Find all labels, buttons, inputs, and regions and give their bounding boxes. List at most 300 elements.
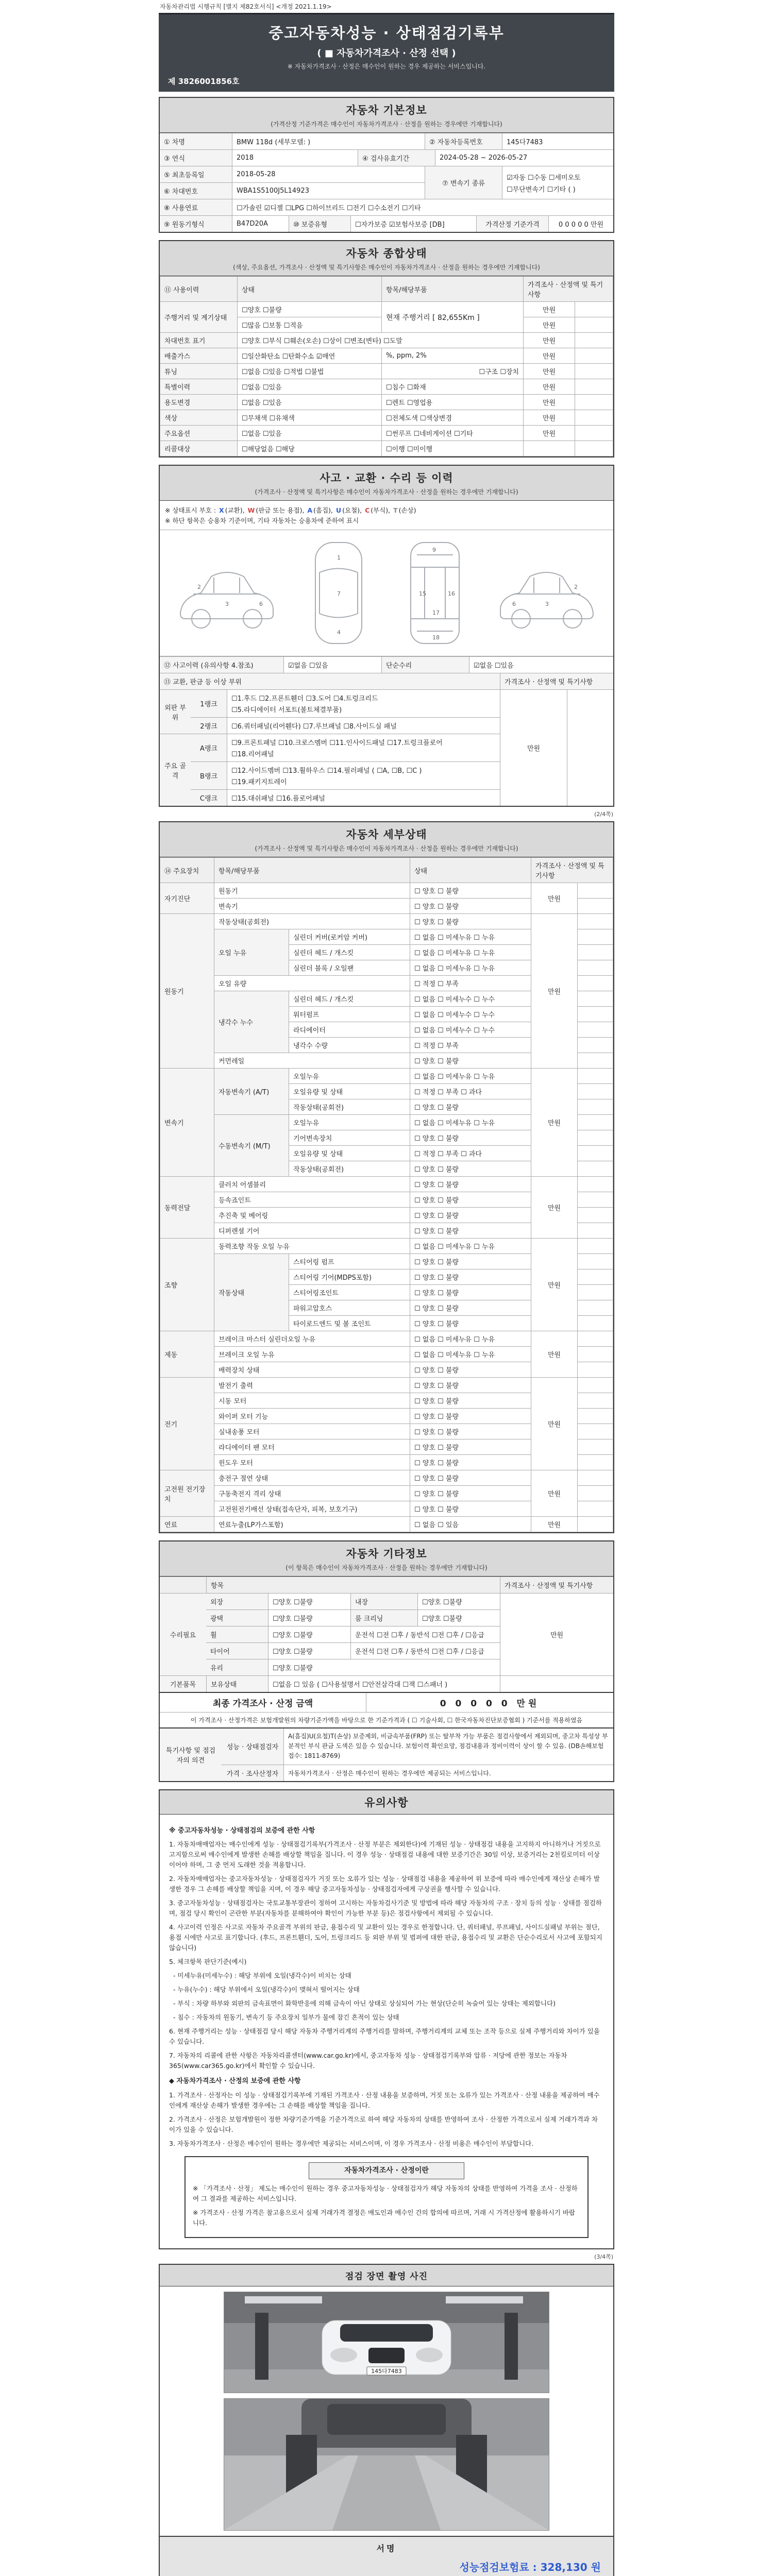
remark-cell	[578, 1269, 613, 1285]
item-steering-joint: 스티어링조인트	[289, 1285, 410, 1300]
checkbox-group[interactable]: ☐ 없음 ☐ 미세누유 ☐ 누유	[410, 1239, 531, 1254]
remark-cell	[578, 1362, 613, 1378]
accident-history-label: ⑫ 사고이력 (유의사항 4.참조)	[160, 657, 283, 673]
rank1-checkboxes-line1[interactable]: ☐1.후드 ☐2.프론트휀더 ☐3.도어 ☐4.트렁크리드	[231, 695, 378, 703]
repaint-checkboxes[interactable]: ☐전체도색 ☐색상변경	[382, 410, 524, 426]
vin-value: WBA1S5100J5L14923	[232, 183, 425, 199]
price-cell: 만원	[531, 1177, 578, 1239]
performance-inspector-comment: A(흠집)U(요철)T(손상) 보증제외, 비금속부품(FRP) 또는 탈부착 가능 부품은 점검사항에서 제외되며, 중고차 특성상 부분적인 부식 판금 도색은 있을 수 있습니다. 보험이력 확인요망, 점검내용과 정비이력이 상이 할 수 있음. (DB손해보험 접수: 1811-8769)	[283, 1728, 613, 1765]
document-title: 중고자동차성능 · 상태점검기록부	[268, 24, 505, 42]
page-marker-2: (2/4쪽)	[594, 811, 613, 818]
notice-paragraph: - 미세누유(미세누수) : 해당 부위에 오일(냉각수)이 비치는 상태	[169, 1972, 351, 1980]
remark-cell	[578, 899, 613, 914]
device-transmission: 변속기	[160, 1069, 214, 1177]
symbol-x: X	[219, 506, 224, 514]
checkbox-group[interactable]: ☐ 양호 ☐ 불량	[410, 899, 531, 914]
checkbox-group[interactable]: ☐ 양호 ☐ 불량	[410, 1439, 531, 1455]
item-at-oil-leak: 오일누유	[289, 1069, 410, 1084]
overall-status-title: 자동차 종합상태	[346, 247, 427, 260]
remark-cell	[578, 1208, 613, 1223]
vin-label: ⑥ 차대번호	[160, 183, 232, 199]
remark-cell	[578, 1069, 613, 1084]
item-steering-pump: 스티어링 펌프	[289, 1254, 410, 1269]
color-checkboxes[interactable]: ☐무채색 ☐유채색	[238, 410, 382, 426]
notice-paragraph: 7. 자동차의 리콜에 관한 사항은 자동차리콜센터(www.car.go.kr)에서, 중고자동차 성능 · 상태점검기록부와 압류 · 저당에 관한 정보는 자동차365(www.car365.go.kr)에서 확인할 수 있습니다.	[169, 2052, 567, 2070]
item-power-steering-leak: 동력조향 작동 오일 누유	[214, 1239, 410, 1254]
remark-cell	[578, 1177, 613, 1192]
item-power-hose: 파워고압호스	[289, 1300, 410, 1316]
item-propeller-shaft: 추진축 및 베어링	[214, 1208, 410, 1223]
device-self-diagnosis: 자기진단	[160, 883, 214, 914]
checkbox-group[interactable]: ☐ 양호 ☐ 불량	[410, 883, 531, 899]
rankA-checkboxes-line1[interactable]: ☐9.프론트패널 ☐10.크로스멤버 ☐11.인사이드패널 ☐17.트렁크플로어	[231, 739, 443, 747]
possession-checkboxes[interactable]: ☐없음 ☐ 있음 ( ☐사용설명서 ☐안전삼각대 ☐잭 ☐스패너 )	[268, 1676, 500, 1692]
device-electric: 전기	[160, 1378, 214, 1470]
rankB-checkboxes-line1[interactable]: ☐12.사이드멤버 ☐13.휠하우스 ☐14.필러패널 ( ☐A, ☐B, ☐C )	[231, 767, 422, 775]
remark-cell	[578, 1347, 613, 1362]
final-price-label: 최종 가격조사 · 산정 금액	[212, 1699, 313, 1709]
item-idle-state: 작동상태(공회전)	[214, 914, 410, 929]
device-brake: 제동	[160, 1331, 214, 1378]
price-assessor-comment: 자동차가격조사 · 산정은 매수인이 원하는 경우에만 제공되는 서비스입니다.	[283, 1765, 613, 1781]
basic-info-title: 자동차 기본정보	[346, 104, 427, 116]
item-brake-oil-leak: 브레이크 오일 누유	[214, 1347, 410, 1362]
mileage-odometer-label: 주행거리 및 계기상태	[160, 302, 238, 333]
diagram-number: 6	[259, 601, 263, 607]
diagram-number: 6	[512, 601, 516, 607]
notice-paragraph: 1. 자동차매매업자는 매수인에게 성능 · 상태점검기록부(가격조사 · 산정 부분은 제외한다)에 기재된 성능 · 상태점검 내용을 고지하지 아니하거나 거짓으로 고지함으로써 매수인에게 발생한 손해를 배상할 책임을 집니다. 이 경우 성능 · 상태점검 내용에 대한 보증기간은 30일 이상, 보증거리는 2천킬로미터 이상이어야 하며, 그 중 먼저 도래한 것을 적용합니다.	[169, 1840, 603, 1869]
checkbox-group[interactable]: ☐ 없음 ☐ 미세누유 ☐ 누유	[410, 929, 531, 945]
rankA-checkboxes-line2[interactable]: ☐18.리어패널	[231, 751, 274, 758]
final-price-value: 0 0 0 0 0 만원	[366, 1693, 613, 1712]
remark-cell	[578, 1161, 613, 1177]
subgroup-mt: 수동변속기 (M/T)	[214, 1115, 289, 1177]
device-power-train: 동력전달	[160, 1177, 214, 1239]
checkbox-group[interactable]: ☐ 없음 ☐ 미세누유 ☐ 누유	[410, 1347, 531, 1362]
inspection-validity-value: 2024-05-28 ~ 2026-05-27	[435, 150, 613, 166]
exterior-checkboxes[interactable]: ☐양호 ☐불량	[268, 1594, 350, 1609]
fuel-type-label: ⑧ 사용연료	[160, 199, 232, 215]
mileage-amount-checkboxes[interactable]: ☐많음 ☐보통 ☐적음	[238, 317, 382, 333]
legend-prefix: ※ 상태표시 부호 :	[165, 506, 216, 514]
item-at-idle: 작동상태(공회전)	[289, 1099, 410, 1115]
wheel-checkboxes[interactable]: ☐양호 ☐불량	[268, 1626, 350, 1642]
transmission-type-options-1[interactable]: ☑자동 ☐수동 ☐세미오토	[507, 174, 581, 182]
remark-cell	[575, 426, 613, 441]
price-survey-definition-box	[184, 2156, 589, 2238]
notice-paragraph: - 부식 : 차량 하부와 외판의 금속표면이 화학반응에 의해 금속이 아닌 상태로 상실되어 가는 현상(단순히 녹슬어 있는 상태는 제외합니다)	[169, 1999, 556, 2008]
emission-values: %, ppm, 2%	[382, 348, 524, 364]
item-tie-rod: 타이로드엔드 및 볼 조인트	[289, 1316, 410, 1331]
price-cell: 만원	[531, 914, 578, 1069]
price-survey-option-line: ( ■ 자동차가격조사 · 산정 선택 )	[317, 48, 456, 59]
checkbox-group[interactable]: ☐ 양호 ☐ 불량	[410, 1177, 531, 1192]
model-year-label: ③ 연식	[160, 150, 232, 166]
notice-title: 유의사항	[364, 1796, 409, 1809]
warranty-type-options[interactable]: ☐자가보증 ☑보험사보증 [DB]	[350, 216, 476, 232]
remark-cell	[578, 1424, 613, 1439]
checkbox-group[interactable]: ☐ 적정 ☐ 부족 ☐ 과다	[410, 1084, 531, 1099]
inspection-photo-front	[224, 2292, 549, 2393]
notice-section2-list	[169, 2090, 604, 2149]
item-charge-port: 충전구 절연 상태	[214, 1470, 410, 1486]
remark-cell	[578, 1517, 613, 1532]
checkbox-group[interactable]: ☐ 양호 ☐ 불량	[410, 1130, 531, 1146]
item-engine: 원동기	[214, 883, 410, 899]
diagram-number: 2	[574, 584, 578, 590]
price-cell: 만원	[524, 333, 575, 348]
price-cell: 만원	[524, 426, 575, 441]
basic-info-band	[160, 98, 613, 133]
checkbox-group[interactable]: ☐ 양호 ☐ 불량	[410, 1208, 531, 1223]
remark-cell	[575, 302, 613, 317]
etc-price-cell: 만원	[500, 1594, 613, 1675]
item-brake-booster: 배력장치 상태	[214, 1362, 410, 1378]
remark-cell	[575, 395, 613, 410]
etc-col-price: 가격조사 · 산정액 및 특기사항	[500, 1577, 613, 1593]
item-cylinder-head: 실린더 헤드 / 개스킷	[289, 945, 410, 960]
checkbox-group[interactable]: ☐ 양호 ☐ 불량	[410, 1285, 531, 1300]
section-basic-info	[159, 97, 614, 233]
remark-cell	[578, 976, 613, 991]
vin-marking-checkboxes[interactable]: ☐양호 ☐부식 ☐훼손(오손) ☐상이 ☐변조(변타) ☐도말	[238, 333, 524, 348]
notice-paragraph: - 침수 : 자동차의 원동기, 변속기 등 주요장치 일부가 물에 잠긴 흔적이 있는 상태	[169, 2013, 399, 2022]
price-cell: 만원	[524, 364, 575, 379]
checkbox-group[interactable]: ☐ 없음 ☐ 미세누유 ☐ 누유	[410, 945, 531, 960]
remark-cell	[578, 1486, 613, 1501]
inspection-validity-label: ④ 검사유효기간	[358, 150, 435, 166]
checkbox-group[interactable]: ☐ 양호 ☐ 불량	[410, 1053, 531, 1069]
price-cell	[524, 441, 575, 456]
car-diagram-left-side	[173, 536, 281, 650]
remark-cell	[578, 960, 613, 976]
accident-title: 사고 · 교환 · 수리 등 이력	[320, 472, 453, 484]
transmission-type-options-2[interactable]: ☐무단변속기 ☐기타 ( )	[507, 185, 576, 194]
first-registration-value: 2018-05-28	[232, 166, 425, 182]
remark-cell	[578, 1331, 613, 1347]
emission-label: 배출가스	[160, 348, 238, 364]
legend-note: ※ 하단 항목은 승용차 기준이며, 기타 자동차는 승용차에 준하여 표시	[165, 517, 359, 524]
checkbox-group[interactable]: ☐ 적정 ☐ 부족	[410, 1038, 531, 1053]
exchange-repair-header: ⑬ 교환, 판금 등 이상 부위	[160, 673, 500, 689]
checkbox-group[interactable]: ☐ 양호 ☐ 불량	[410, 1393, 531, 1409]
simple-repair-checkboxes[interactable]: ☑없음 ☐있음	[469, 657, 613, 673]
symbol-t-label: (손상)	[398, 506, 416, 514]
rankB-checkboxes-line2[interactable]: ☐19.패키지트레이	[231, 778, 287, 786]
checkbox-group[interactable]: ☐ 없음 ☐ 있음	[410, 1517, 531, 1532]
price-cell: 만원	[531, 1378, 578, 1470]
item-differential: 디퍼렌셜 기어	[214, 1223, 410, 1239]
checkbox-group[interactable]: ☐ 없음 ☐ 미세누유 ☐ 누유	[410, 1069, 531, 1084]
recall-label: 리콜대상	[160, 441, 238, 456]
notice-paragraph: ※ 가격조사 · 산정 가격은 참고용으로서 실제 거래가격 결정은 매도인과 매수인 간의 합의에 따르며, 거래 시 가격산정에 활용하시기 바랍니다.	[193, 2208, 575, 2227]
item-cylinder-block: 실린더 블록 / 오일팬	[289, 960, 410, 976]
price-cell: 만원	[531, 1239, 578, 1331]
base-price-value: 0 0 0 0 0 만원	[548, 216, 613, 232]
diagram-number: 2	[197, 584, 201, 590]
checkbox-group[interactable]: ☐ 양호 ☐ 불량	[410, 1362, 531, 1378]
checkbox-group[interactable]: ☐ 없음 ☐ 미세누유 ☐ 누유	[410, 1115, 531, 1130]
odometer-state-checkboxes[interactable]: ☐양호 ☐불량	[238, 302, 382, 317]
checkbox-group[interactable]: ☐ 양호 ☐ 불량	[410, 914, 531, 929]
checkbox-group[interactable]: ☐ 양호 ☐ 불량	[410, 1486, 531, 1501]
price-cell: 만원	[531, 1069, 578, 1177]
signature-label: 서명	[376, 2543, 397, 2553]
checkbox-group[interactable]: ☐ 없음 ☐ 미세누수 ☐ 누수	[410, 1022, 531, 1038]
checkbox-group[interactable]: ☐ 양호 ☐ 불량	[410, 1455, 531, 1470]
item-common-rail: 커먼레일	[214, 1053, 410, 1069]
rank2-label: 2랭크	[191, 718, 227, 734]
wheel-label: 휠	[206, 1626, 268, 1642]
price-cell: 만원	[531, 1517, 578, 1532]
notice-section1-title: ※ 중고자동차성능 · 상태점검의 보증에 관한 사항	[169, 1826, 315, 1835]
item-radiator-fan: 라디에이터 팬 모터	[214, 1439, 410, 1455]
polish-checkboxes[interactable]: ☐양호 ☐불량	[268, 1610, 350, 1626]
notice-paragraph: - 누유(누수) : 해당 부위에서 오일(냉각수)이 맺혀서 떨어지는 상태	[169, 1986, 360, 1994]
remark-cell	[578, 914, 613, 929]
checkbox-group[interactable]: ☐ 양호 ☐ 불량	[410, 1099, 531, 1115]
remark-cell	[578, 1300, 613, 1316]
tuning-checkboxes[interactable]: ☐없음 ☐있음 ☐적법 ☐불법	[238, 364, 382, 379]
remark-cell	[578, 1130, 613, 1146]
checkbox-group[interactable]: ☐ 적정 ☐ 부족 ☐ 과다	[410, 1146, 531, 1161]
device-engine: 원동기	[160, 914, 214, 1069]
notice-paragraph: 2. 가격조사 · 산정은 보험개발원이 정한 차량기준가액을 기준가격으로 하여 해당 자동차의 상태를 반영하여 조사 · 산정한 가격으로서 실제 거래가격과 차이가 있을 수 있습니다.	[169, 2115, 598, 2134]
subgroup-at: 자동변속기 (A/T)	[214, 1069, 289, 1115]
document-masthead	[159, 13, 614, 92]
notice-section1-list	[169, 1839, 604, 2071]
checkbox-group[interactable]: ☐ 양호 ☐ 불량	[410, 1409, 531, 1424]
main-options-type-checkboxes[interactable]: ☐썬루프 ☐네비게이션 ☐기타	[382, 426, 524, 441]
notice-paragraph: 1. 가격조사 · 산정자는 이 성능 · 상태점검기록부에 기재된 가격조사 · 산정 내용을 보증하며, 거짓 또는 오류가 있는 가격조사 · 산정 내용을 제공하여 매수인에게 재산상 손해가 발생한 경우에는 그 손해를 배상할 책임을 집니다.	[169, 2091, 600, 2110]
item-generator: 발전기 출력	[214, 1378, 410, 1393]
section-etc-info	[159, 1540, 614, 1782]
warranty-type-label: ⑩ 보증유형	[289, 216, 350, 232]
notice-paragraph: 4. 사고이력 인정은 사고로 자동차 주요골격 부위의 판금, 용접수리 및 교환이 있는 경우로 한정합니다. 단, 쿼터패널, 루프패널, 사이드실패널 부위는 절단, 용접 시에만 사고로 표기합니다. (후드, 프론트휀더, 도어, 트렁크리드 등 외판 부위 및 범퍼에 대한 판금, 용접수리 및 교환은 단순수리로서 사고에 포함되지 않습니다)	[169, 1923, 604, 1952]
rank1-checkboxes-line2[interactable]: ☐5.라디에이터 서포트(볼트체결부품)	[231, 706, 342, 714]
photos-band	[160, 2265, 613, 2286]
section-inspection-photos	[159, 2264, 614, 2576]
section-accident-history	[159, 465, 614, 807]
basic-info-subtitle: (가격산정 기준가격은 매수인이 자동차가격조사 · 산정을 원하는 경우에만 기재합니다)	[271, 121, 502, 128]
remark-cell	[578, 1409, 613, 1424]
etc-title: 자동차 기타정보	[346, 1548, 427, 1560]
performance-inspector-label: 성능 · 상태점검자	[222, 1728, 283, 1765]
remark-cell	[578, 1038, 613, 1053]
glass-checkboxes[interactable]: ☐양호 ☐불량	[268, 1659, 500, 1675]
item-mt-oil-level: 오일유량 및 상태	[289, 1146, 410, 1161]
exchange-remark-cell	[567, 690, 613, 806]
car-diagram-underbody	[396, 536, 474, 650]
repair-needed-group-label: 수리필요	[160, 1594, 206, 1675]
checkbox-group[interactable]: ☐ 양호 ☐ 불량	[410, 1470, 531, 1486]
signature-area	[160, 2536, 613, 2576]
overall-col-use-history: ⑪ 사용이력	[160, 277, 238, 302]
checkbox-group[interactable]: ☐ 양호 ☐ 불량	[410, 1300, 531, 1316]
remark-cell	[578, 1470, 613, 1486]
remark-cell	[578, 1393, 613, 1409]
rankC-label: C랭크	[191, 790, 227, 806]
symbol-a: A	[307, 506, 313, 514]
recall-done-checkboxes[interactable]: ☐이행 ☐미이행	[382, 441, 524, 456]
item-mt-oil-leak: 오일누유	[289, 1115, 410, 1130]
notice-paragraph: 3. 자동차가격조사 · 산정은 매수인이 원하는 경우에만 제공되는 서비스이며, 이 경우 가격조사 · 산정 비용은 매수인이 부담합니다.	[169, 2140, 534, 2148]
checkbox-group[interactable]: ☐ 적정 ☐ 부족	[410, 976, 531, 991]
remark-cell	[575, 317, 613, 333]
detail-col-state: 상태	[410, 858, 531, 883]
checkbox-group[interactable]: ☐ 양호 ☐ 불량	[410, 1316, 531, 1331]
remark-cell	[578, 991, 613, 1007]
item-brake-master: 브레이크 마스터 실린더오일 누유	[214, 1331, 410, 1347]
tuning-type-checkboxes[interactable]: ☐구조 ☐장치	[382, 364, 524, 379]
checkbox-group[interactable]: ☐ 양호 ☐ 불량	[410, 1161, 531, 1177]
device-high-voltage: 고전원 전기장치	[160, 1470, 214, 1517]
price-cell: 만원	[524, 410, 575, 426]
diagram-number: 3	[545, 601, 549, 607]
rankC-checkboxes[interactable]: ☐15.대쉬패널 ☐16.플로어패널	[227, 790, 500, 806]
remark-cell	[578, 1099, 613, 1115]
registration-number-value: 145다7483	[502, 133, 613, 149]
item-transmission: 변속기	[214, 899, 410, 914]
exchange-price-header: 가격조사 · 산정액 및 특기사항	[500, 673, 613, 689]
checkbox-group[interactable]: ☐ 없음 ☐ 미세누수 ☐ 누수	[410, 991, 531, 1007]
notice-paragraph: ※ 「가격조사 · 산정」 제도는 매수인이 원하는 경우 중고자동차성능 · 상태점검자가 해당 자동차의 상태를 반영하여 가격을 조사 · 산정하여 그 결과를 제공하는 서비스입니다.	[193, 2184, 578, 2202]
current-mileage-value: 현재 주행거리 [ 82,655Km ]	[382, 302, 524, 333]
usage-change-checkboxes[interactable]: ☐없음 ☐있음	[238, 395, 382, 410]
notice-content	[160, 1815, 613, 2248]
vehicle-name-label: ① 차명	[160, 133, 232, 149]
remark-cell	[578, 1192, 613, 1208]
item-coolant-head: 실린더 헤드 / 개스킷	[289, 991, 410, 1007]
usage-change-type-checkboxes[interactable]: ☐렌트 ☐영업용	[382, 395, 524, 410]
item-cylinder-cover: 실린더 커버(로커암 커버)	[289, 929, 410, 945]
certificate-number: 제 3826001856호	[168, 77, 240, 86]
fuel-type-options[interactable]: ☐가솔린 ☑디젤 ☐LPG ☐하이브리드 ☐전기 ☐수소전기 ☐기타	[232, 199, 613, 215]
checkbox-group[interactable]: ☐ 없음 ☐ 미세누유 ☐ 누유	[410, 1331, 531, 1347]
item-oil-level: 오일 유량	[214, 976, 410, 991]
interior-checkboxes[interactable]: ☐양호 ☐불량	[417, 1594, 500, 1609]
tire-position-checkboxes[interactable]: 운전석 ☐전 ☐후 / 동반석 ☐전 ☐후 / ☐응급	[350, 1643, 500, 1659]
checkbox-group[interactable]: ☐ 양호 ☐ 불량	[410, 1192, 531, 1208]
checkbox-group[interactable]: ☐ 양호 ☐ 불량	[410, 1269, 531, 1285]
notice-band	[160, 1790, 613, 1815]
overall-col-state: 상태	[238, 277, 382, 302]
remark-cell	[578, 1378, 613, 1393]
etc-col-item: 항목	[206, 1577, 500, 1593]
remark-cell	[578, 1022, 613, 1038]
remark-cell	[578, 1254, 613, 1269]
device-steering: 조향	[160, 1239, 214, 1331]
room-cleaning-checkboxes[interactable]: ☐양호 ☐불량	[417, 1610, 500, 1626]
checkbox-group[interactable]: ☐ 양호 ☐ 불량	[410, 1378, 531, 1393]
wheel-position-checkboxes[interactable]: 운전석 ☐전 ☐후 / 동반석 ☐전 ☐후 / ☐응급	[350, 1626, 500, 1642]
subgroup-coolant-leak: 냉각수 누수	[214, 991, 289, 1053]
checkbox-group[interactable]: ☐ 양호 ☐ 불량	[410, 1501, 531, 1517]
diagram-number: 16	[447, 590, 455, 597]
exchange-price-cell: 만원	[500, 690, 567, 806]
main-options-label: 주요옵션	[160, 426, 238, 441]
symbol-u: U	[336, 506, 342, 514]
accident-history-checkboxes[interactable]: ☑없음 ☐있음	[283, 657, 381, 673]
notice-paragraph: 6. 현재 주행거리는 성능 · 상태점검 당시 해당 자동차 주행거리계의 주행거리를 말하며, 주행거리계의 교체 또는 조작 등으로 실제 주행거리와 차이가 있을 수 있습니다.	[169, 2027, 602, 2046]
detail-title: 자동차 세부상태	[346, 828, 427, 841]
device-fuel: 연료	[160, 1517, 214, 1532]
rank2-checkboxes[interactable]: ☐6.쿼터패널(리어휀다) ☐7.루브패널 ☐8.사이드실 패널	[227, 718, 500, 734]
item-radiator: 라디에이터	[289, 1022, 410, 1038]
special-history-type-checkboxes[interactable]: ☐침수 ☐화재	[382, 379, 524, 395]
item-gear-shift: 기어변속장치	[289, 1130, 410, 1146]
remark-cell	[578, 883, 613, 899]
symbol-w-label: (판금 또는 용접),	[256, 506, 305, 514]
main-frame-group-label: 주요 골격	[160, 734, 191, 806]
outer-panel-group-label: 외판 부위	[160, 690, 191, 734]
remark-cell	[578, 1053, 613, 1069]
section-detail-status	[159, 821, 614, 1533]
overall-col-item: 항목/해당부품	[382, 277, 524, 302]
engine-model-label: ⑨ 원동기형식	[160, 216, 232, 232]
item-wiper-motor: 와이퍼 모터 기능	[214, 1409, 410, 1424]
accident-band	[160, 466, 613, 501]
subgroup-oil-leak: 오일 누유	[214, 929, 289, 976]
special-history-label: 특별이력	[160, 379, 238, 395]
diagram-number: 3	[225, 601, 229, 607]
tire-label: 타이어	[206, 1643, 268, 1659]
tire-checkboxes[interactable]: ☐양호 ☐불량	[268, 1643, 350, 1659]
vehicle-name-value: BMW 118d (세부모델: )	[232, 133, 425, 149]
item-fuel-leak: 연료누출(LP가스포함)	[214, 1517, 410, 1532]
recall-checkboxes[interactable]: ☐해당없음 ☐해당	[238, 441, 382, 456]
exterior-label: 외장	[206, 1594, 268, 1609]
notice-paragraph: 5. 체크항목 판단기준(예시)	[169, 1958, 247, 1966]
price-assessor-label: 가격 · 조사산정자	[222, 1765, 283, 1781]
usage-change-label: 용도변경	[160, 395, 238, 410]
item-battery-isolation: 구동축전지 격리 상태	[214, 1486, 410, 1501]
main-options-checkboxes[interactable]: ☐없음 ☐있음	[238, 426, 382, 441]
checkbox-group[interactable]: ☐ 양호 ☐ 불량	[410, 1254, 531, 1269]
detail-subtitle: (가격조사 · 산정액 및 특기사항은 매수인이 자동차가격조사 · 산정을 원하는 경우에만 기재합니다)	[255, 845, 518, 852]
item-blower-motor: 실내송풍 모터	[214, 1424, 410, 1439]
notice-section2-title: ◆ 자동차가격조사 · 산정의 보증에 관한 사항	[169, 2077, 301, 2086]
detail-band	[160, 822, 613, 857]
symbol-t: T	[393, 506, 398, 514]
base-price-label: 가격산정 기준가격	[476, 216, 548, 232]
checkbox-group[interactable]: ☐ 없음 ☐ 미세누수 ☐ 누수	[410, 1007, 531, 1022]
price-cell: 만원	[524, 395, 575, 410]
transmission-type-label: ⑦ 변속기 종류	[425, 166, 502, 199]
car-diagram-top	[300, 536, 377, 650]
remark-cell	[578, 929, 613, 945]
item-water-pump: 워터펌프	[289, 1007, 410, 1022]
notice-paragraph: 2. 자동차매매업자는 중고자동차성능 · 상태점검자가 거짓 또는 오류가 있는 성능 · 상태점검 내용을 제공하여 위 보증에 따라 매수인에게 재산상 손해가 발생한 경우 그 손해를 배상할 책임을 지며, 이 경우 해당 중고자동차성능 · 상태점검자에게 구상권을 행사할 수 있습니다.	[169, 1875, 600, 1893]
remark-cell	[578, 1439, 613, 1455]
overall-status-band	[160, 241, 613, 276]
model-year-value: 2018	[232, 150, 358, 166]
special-history-checkboxes[interactable]: ☐없음 ☐있음	[238, 379, 382, 395]
photos-title: 점검 장면 촬영 사진	[345, 2271, 428, 2282]
checkbox-group[interactable]: ☐ 양호 ☐ 불량	[410, 1223, 531, 1239]
remark-cell	[578, 1455, 613, 1470]
checkbox-group[interactable]: ☐ 없음 ☐ 미세누유 ☐ 누유	[410, 960, 531, 976]
checkbox-group[interactable]: ☐ 양호 ☐ 불량	[410, 1424, 531, 1439]
remark-cell	[578, 1285, 613, 1300]
etc-band	[160, 1541, 613, 1577]
remark-cell	[575, 379, 613, 395]
emission-checkboxes[interactable]: ☐일산화탄소 ☐탄화수소 ☑매연	[238, 348, 382, 364]
item-starter-motor: 시동 모터	[214, 1393, 410, 1409]
symbol-c: C	[365, 506, 370, 514]
item-steering-gear: 스티어링 기어(MDPS포함)	[289, 1269, 410, 1285]
item-clutch: 클러치 어셈블리	[214, 1177, 410, 1192]
